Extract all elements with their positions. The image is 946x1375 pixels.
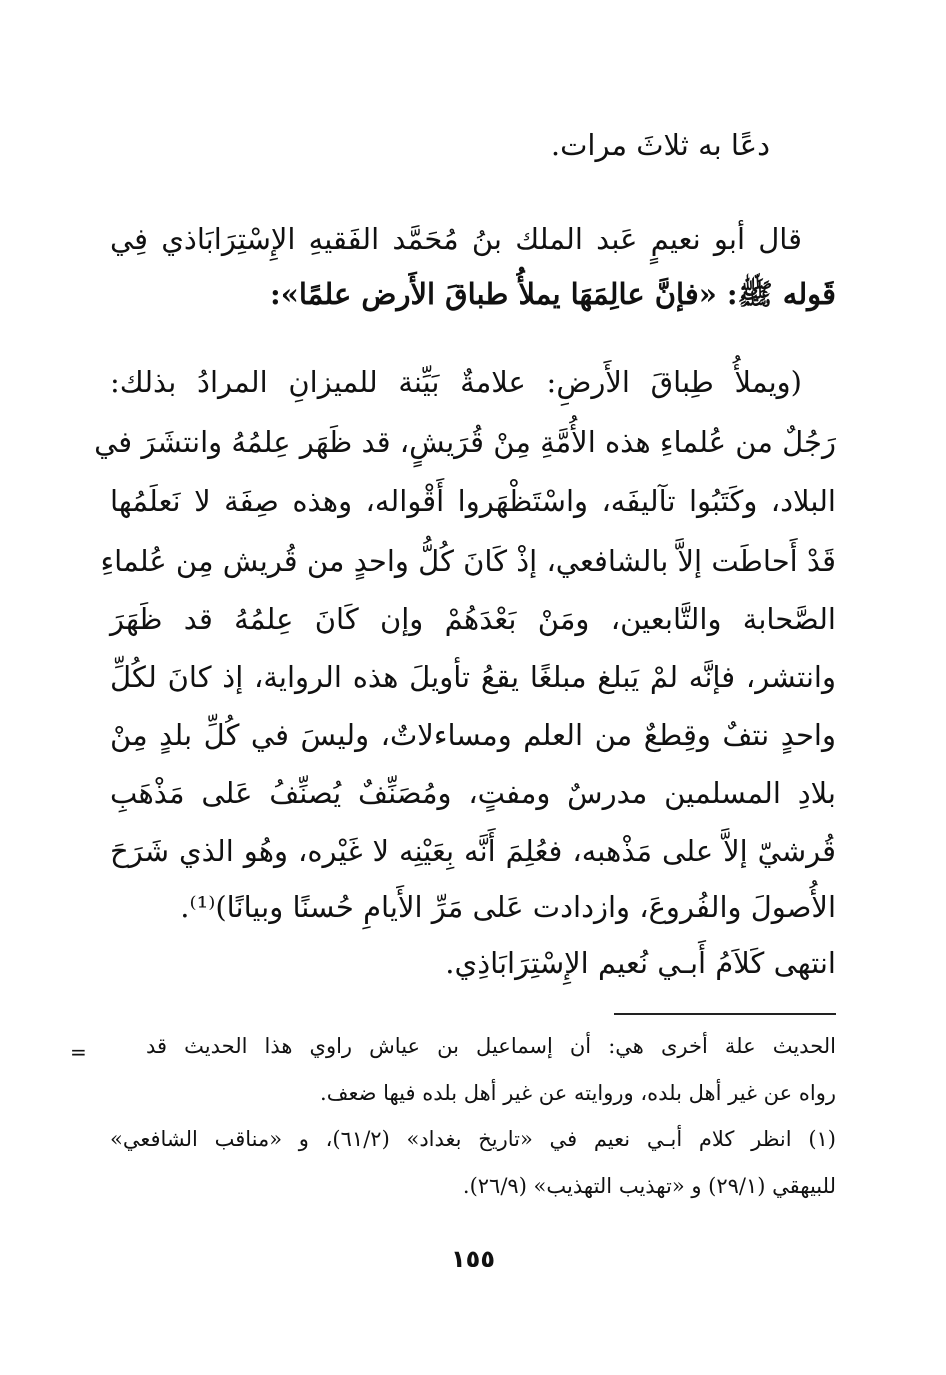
page-number: ١٥٥ xyxy=(451,1245,495,1273)
text-line-14: انتهى كَلاَمُ أَبـي نُعيم الإِسْتِرَابَاذِي. xyxy=(445,946,836,980)
footnote-line-1: الحديث علة أخرى هي: أن إسماعيل بن عياش راوي هذا الحديث قد xyxy=(146,1034,836,1058)
text-line-3: قَوله ﷺ: «فإنَّ عالِمَهَا يملأُ طباقَ الأَرض علمًا»: xyxy=(269,277,836,311)
text-line-11: بلادِ المسلمين مدرسٌ ومفتٍ، ومُصَنِّفٌ يُصنِّفُ عَلى مَذْهَبِ xyxy=(110,776,836,810)
text-line-2: قال أبو نعيمٍ عَبد الملك بنُ مُحَمَّد الفَقيهِ الإِسْتِرَابَاذي فِي xyxy=(110,222,802,256)
footnote-continuation-mark: = xyxy=(70,1040,87,1064)
text-line-8: الصَّحابة والتَّابعين، ومَنْ بَعْدَهُمْ وإن كَانَ عِلمُهُ قد ظَهَرَ xyxy=(110,602,836,636)
text-line-12: قُرشيّ إلاَّ على مَذْهبه، فعُلِمَ أَنَّه بِعَيْنِه لا غَيْره، وهُو الذي شَرَحَ xyxy=(110,834,836,868)
text-line-5: رَجُلٌ من عُلماءِ هذه الأُمَّةِ مِنْ قُرَيشٍ، قد ظَهَر عِلمُهُ وانتشَرَ في xyxy=(94,425,836,459)
text-line-13: الأُصولَ والفُروعَ، وازدادت عَلى مَرِّ الأَيامِ حُسنًا وبيانًا)⁽¹⁾. xyxy=(180,890,836,924)
text-line-7: قَدْ أَحاطَت إلاَّ بالشافعي، إذْ كَانَ كُلُّ واحدٍ من قُريش مِن عُلماءِ xyxy=(100,544,836,578)
text-line-1: دعًا به ثلاثَ مرات. xyxy=(550,128,770,162)
footnote-separator xyxy=(614,1013,836,1015)
text-line-10: واحدٍ نتفٌ وقِطعٌ من العلم ومساءلاتٌ، وليسَ في كُلِّ بلدٍ مِنْ xyxy=(110,718,836,752)
text-line-4: (ويملأُ طِباقَ الأَرضِ: علامةٌ بَيِّنة للميزانِ المرادُ بذلك: xyxy=(110,365,802,399)
footnote-line-2: رواه عن غير أهل بلده، وروايته عن غير أهل بلده فيها ضعف. xyxy=(320,1081,836,1105)
text-line-6: البلاد، وكَتَبُوا تآليفَه، واسْتَظْهَروا أَقْواله، وهذه صِفَة لا نَعلَمُها xyxy=(110,484,836,518)
footnote-line-3: (١) انظر كلام أبـي نعيم في «تاريخ بغداد» (٦١/٢)، و «مناقب الشافعي» xyxy=(110,1127,836,1151)
footnote-line-4: للبيهقي (٢٩/١) و «تهذيب التهذيب» (٢٦/٩). xyxy=(462,1174,836,1198)
text-line-9: وانتشر، فإنَّه لمْ يَبلغ مبلغًا يقعُ تأويلَ هذه الرواية، إذ كانَ لكُلِّ xyxy=(110,660,836,694)
